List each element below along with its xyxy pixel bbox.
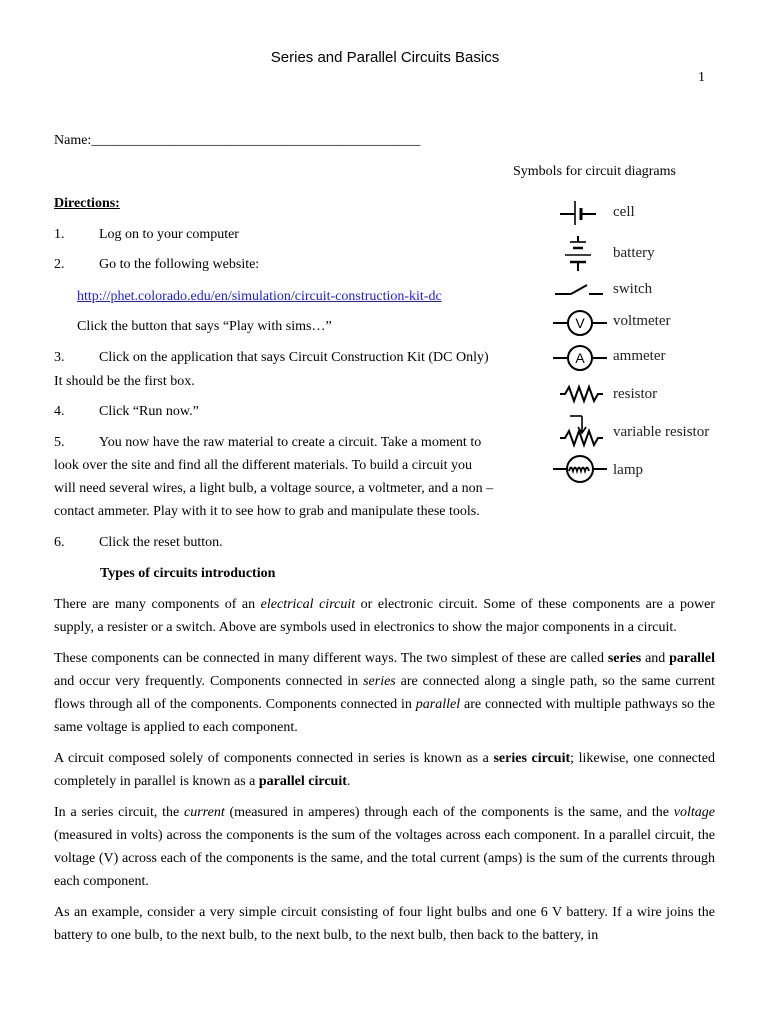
text-run: ; likewise, one connected completely in parallel is known as a: [54, 751, 715, 789]
variable-resistor-label: variable resistor: [613, 424, 710, 440]
text-run: and occur very frequently. Components connected in: [54, 674, 364, 689]
text-run: electrical circuit: [260, 597, 356, 612]
step-5-line-4: contact ammeter. Play with it to see how to grab and manipulate these tools.: [54, 504, 480, 519]
battery-label: battery: [613, 245, 655, 261]
text-run: There are many components of an: [54, 597, 261, 612]
step-3: [54, 346, 489, 370]
step-6: [54, 531, 223, 555]
switch-label: switch: [613, 281, 653, 297]
text-run: (measured in amperes) through each of the components is the same, and the: [224, 805, 674, 820]
step-2-note: Click the button that says “Play with sims…”: [77, 319, 332, 334]
text-run: .: [346, 774, 351, 789]
resistor-symbol-icon: [560, 386, 604, 402]
text-run: parallel circuit: [258, 774, 347, 789]
step-1: [54, 223, 239, 247]
switch-symbol-icon: [555, 282, 605, 298]
body-text: [54, 593, 715, 955]
text-run: are connected with multiple pathways so the same voltage is applied to each component.: [54, 697, 715, 735]
step-2: [54, 253, 259, 277]
text-run: voltage: [673, 805, 715, 820]
paragraph-components: [54, 593, 715, 639]
document-title: Series and Parallel Circuits Basics: [270, 49, 500, 66]
step-text: Click the reset button.: [99, 535, 223, 550]
text-run: and: [641, 651, 670, 666]
battery-symbol-icon: [560, 236, 600, 272]
ammeter-symbol-icon: [553, 345, 609, 373]
voltmeter-label: voltmeter: [613, 313, 671, 329]
text-run: are connected along a single path, so the same current flows through all of the components. Components connected in: [54, 674, 716, 712]
text-run: These components can be connected in many different ways. The two simplest of these are called: [54, 651, 608, 666]
cell-symbol-icon: [560, 198, 600, 226]
paragraph-series-parallel: [54, 647, 715, 739]
step-number: 1.: [54, 227, 65, 242]
step-number: 5.: [54, 435, 65, 450]
step-text: Go to the following website:: [99, 257, 260, 272]
text-run: In a series circuit, the: [54, 805, 185, 820]
text-run: parallel: [415, 697, 461, 712]
ammeter-glyph: A: [575, 350, 585, 366]
directions-heading: Directions:: [54, 196, 120, 211]
paragraph-current-voltage: [54, 801, 715, 893]
step-text: You now have the raw material to create a circuit. Take a moment to: [99, 435, 482, 450]
step-number: 6.: [54, 535, 65, 550]
paragraph-circuit-types: [54, 747, 715, 793]
voltmeter-glyph: V: [575, 315, 585, 331]
resistor-label: resistor: [613, 386, 658, 402]
phet-link-line: [77, 285, 442, 309]
cell-label: cell: [613, 204, 635, 220]
step-5-line-3: will need several wires, a light bulb, a voltage source, a voltmeter, and a non –: [54, 481, 494, 496]
step-text: Log on to your computer: [99, 227, 239, 242]
text-run: or electronic circuit. Some of these components are a power supply, a resister or a switch. Above are symbols used in electronics to show the major components in a circuit.: [54, 597, 716, 635]
text-run: A circuit composed solely of components connected in series is known as a: [54, 751, 494, 766]
text-run: series circuit: [493, 751, 571, 766]
name-line[interactable]: Name:_______________________________________________: [54, 133, 421, 148]
text-run: (measured in volts) across the components is the sum of the voltages across each component. In a parallel circuit, the voltage (V) across each of the components is the same, and the total current (amps) is the sum of the currents through each component.: [54, 828, 715, 889]
page-number: 1: [698, 70, 705, 85]
text-run: series: [363, 674, 396, 689]
paragraph-example: As an example, consider a very simple circuit consisting of four light bulbs and one 6 V battery. If a wire joins the battery to one bulb, to the next bulb, to the next bulb, to the next bulb, then back to the battery, in: [54, 905, 715, 943]
section-heading: Types of circuits introduction: [100, 566, 276, 581]
variable-resistor-symbol-icon: [560, 414, 604, 446]
text-run: current: [184, 805, 225, 820]
text-run: series: [607, 651, 642, 666]
step-number: 2.: [54, 257, 65, 272]
step-5: [54, 431, 481, 455]
step-number: 3.: [54, 350, 65, 365]
step-text: Click “Run now.”: [99, 404, 199, 419]
step-text: Click on the application that says Circuit Construction Kit (DC Only): [99, 350, 489, 365]
ammeter-label: ammeter: [613, 348, 666, 364]
step-4: [54, 400, 199, 424]
lamp-symbol-icon: [553, 455, 609, 485]
step-number: 4.: [54, 404, 65, 419]
step-5-line-2: look over the site and find all the different materials. To build a circuit you: [54, 458, 472, 473]
lamp-label: lamp: [613, 462, 643, 478]
phet-link[interactable]: http://phet.colorado.edu/en/simulation/circuit-construction-kit-dc: [77, 289, 442, 304]
text-run: parallel: [669, 651, 715, 666]
symbols-title: Symbols for circuit diagrams: [513, 164, 676, 179]
voltmeter-symbol-icon: [553, 310, 609, 338]
step-3-continuation: It should be the first box.: [54, 374, 195, 389]
